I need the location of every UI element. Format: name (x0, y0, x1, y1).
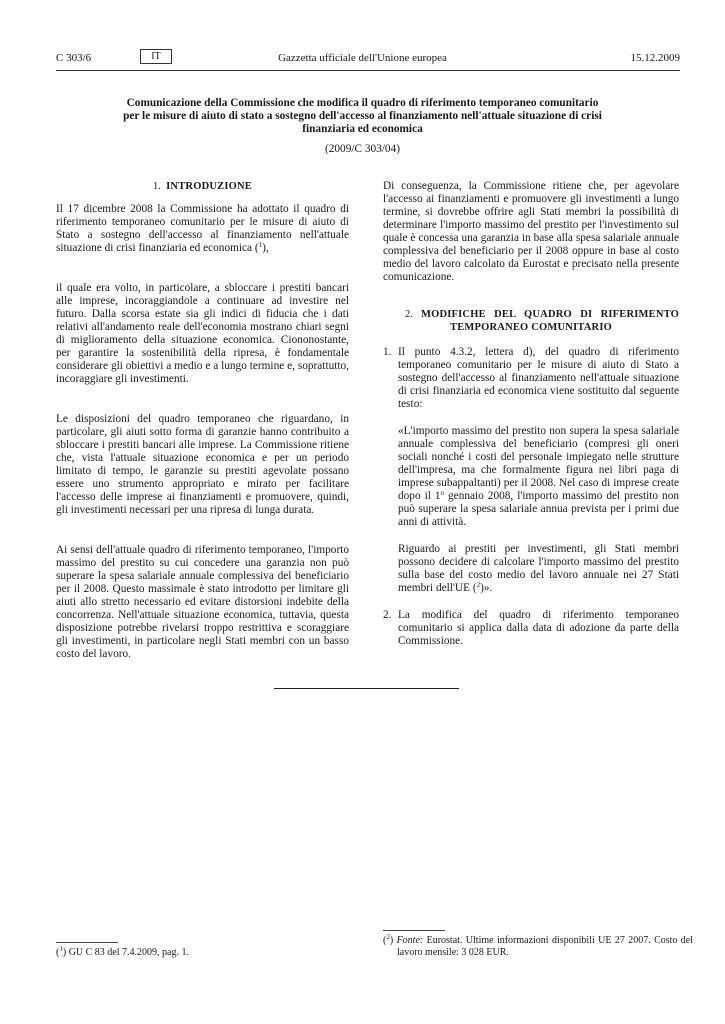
list-item (383, 346, 679, 411)
paragraph-text: Il 17 dicembre 2008 la Commissione ha adottato il quadro di riferimento temporaneo comunitario per le misure di aiuto di Stato a sostegno dell'accesso al finanziamento nell'attuale situazione di crisi finanziaria ed economica ( (56, 203, 349, 254)
title-line: Comunicazione della Commissione che modifica il quadro di riferimento temporaneo comunitario (126, 97, 599, 109)
footnote-mark: 2 (386, 933, 390, 941)
list-item (383, 609, 679, 648)
page-reference: C 303/6 (56, 52, 92, 64)
section-title: INTRODUZIONE (166, 181, 252, 192)
content-separator (274, 688, 459, 689)
title-line: per le misure di aiuto di stato a sostegno dell'accesso al finanziamento nell'attuale situazione di crisi (123, 110, 602, 122)
title-line: finanziaria ed economica (302, 123, 423, 135)
footnote-ref[interactable]: 1 (258, 241, 263, 249)
section-title: MODIFICHE DEL QUADRO DI RIFERIMENTO (420, 309, 679, 320)
footnote-text: GU C 83 del 7.4.2009, pag. 1. (68, 947, 189, 958)
paragraph (56, 203, 349, 255)
section-number: 2. (405, 309, 413, 320)
footnote-1: ($^1$) GU C 83 del 7.4.2009, pag. 1. (56, 945, 189, 958)
section-number: 1. (153, 181, 161, 192)
footnote-ref[interactable]: 2 (476, 581, 481, 589)
footnote-label: Fonte: (396, 935, 424, 946)
header-rule (56, 70, 680, 71)
footnote-2: ($^2$) Fonte: Eurostat. Ultime informazioni disponibili UE 27 2007. Costo del lavoro mensile: 3 028 EUR. (383, 933, 694, 958)
footnote-text: Eurostat. Ultime informazioni disponibili UE 27 2007. Costo del lavoro mensile: 3 028 EUR. (397, 935, 694, 958)
list-number: 1. (383, 346, 392, 358)
language-badge: IT (140, 49, 172, 64)
paragraph-text: ), (262, 242, 269, 254)
right-column (383, 180, 679, 648)
section-heading (383, 308, 679, 334)
ordinal-mark: o (440, 489, 445, 497)
section-title-line (383, 321, 679, 334)
left-column (56, 180, 349, 661)
footnote-rule (56, 942, 118, 943)
paragraph: Ai sensi dell'attuale quadro di riferimento temporaneo, l'importo massimo del prestito su cui concedere una garanzia non può superare la spesa salariale annuale complessiva del beneficiario per il 2008. Questo massimale è stato introdotto per limitare gli aiuti allo stretto necessario ed evitare distorsioni indebite della concorrenza. Nell'attuale situazione economica, tuttavia, questa disposizione potrebbe rivelarsi troppo restrittiva e scoraggiare gli investimenti, in particolare negli Stati membri con un basso costo del lavoro. (56, 544, 349, 660)
list-text: Il punto 4.3.2, lettera d), del quadro di riferimento temporaneo comunitario per le misure di aiuto di Stato a sostegno dell'accesso al finanziamento nell'attuale situazione di crisi finanziaria ed economica viene sostituito dal seguente testo: (398, 346, 679, 410)
paragraph: Di conseguenza, la Commissione ritiene che, per agevolare l'accesso ai finanziamenti e promuovere gli investimenti a lungo termine, si dovrebbe offrire agli Stati membri la possibilità di determinare l'importo massimo del prestito per l'investimento sul quale è concessa una garanzia in base alla spesa salariale annuale complessiva del beneficiario per il 2008 oppure in base al costo medio del lavoro calcolato da Eurostat e precisato nella presente comunicazione. (383, 180, 679, 283)
quote-text: Riguardo ai prestiti per investimenti, gli Stati membri possono decidere di calcolare l'importo massimo del prestito sulla base del costo medio del lavoro annuale nei 27 Stati membri dell'UE ( (398, 543, 679, 594)
document-reference: (2009/C 303/04) (325, 143, 400, 155)
quote-paragraph (398, 543, 679, 595)
paragraph: Le disposizioni del quadro temporaneo che riguardano, in particolare, gli aiuti sotto forma di garanzie hanno contribuito a sbloccare i prestiti bancari alle imprese. La Commissione ritiene che, vista l'attuale situazione economica e per un periodo limitato di tempo, le garanzie su prestiti agevolate possano essere uno strumento appropriato e mirato per facilitare l'accesso delle imprese ai finanziamenti e promuovere, quindi, gli investimenti necessari per una ripresa di lunga durata. (56, 413, 349, 516)
section-title-line (383, 308, 679, 321)
quote-paragraph (398, 425, 679, 529)
quote-text: )». (480, 582, 493, 594)
journal-name: Gazzetta ufficiale dell'Unione europea (278, 52, 447, 64)
quoted-text (383, 425, 679, 595)
footnote-mark: 1 (59, 945, 63, 953)
list-text: La modifica del quadro di riferimento temporaneo comunitario si applica dalla data di adozione da parte della Commissione. (398, 609, 679, 647)
section-heading (56, 180, 349, 193)
list-number: 2. (383, 609, 392, 621)
quote-text: «L'importo massimo del prestito non supera la spesa salariale annuale complessiva del beneficiario (compresi gli oneri sociali nonché i costi del personale impiegato nelle strutture dell'impresa, ma che formalmente figura nei libri paga di imprese subappaltanti) per il 2008. Nel caso di imprese create dopo il 1 (398, 425, 679, 502)
paragraph: il quale era volto, in particolare, a sbloccare i prestiti bancari alle imprese, incoraggiandole a continuare ad investire nel futuro. Dalla scorsa estate sia gli indici di fiducia che i dati relativi all'andamento reale dell'economia mostrano chiari segni di miglioramento della situazione economica. Ciononostante, per garantire la sostenibilità della ripresa, è fondamentale considerare gli obiettivi a medio e a lungo termine e, soprattutto, incoraggiare gli investimenti. (56, 282, 349, 385)
publication-date: 15.12.2009 (630, 52, 680, 64)
footnote-rule (383, 930, 445, 931)
quote-text: gennaio 2008, l'importo massimo del prestito non può superare la spesa salariale annua prevista per i primi due anni di attività. (398, 490, 679, 528)
document-title (100, 97, 625, 136)
section-title: TEMPORANEO COMUNITARIO (450, 322, 612, 333)
